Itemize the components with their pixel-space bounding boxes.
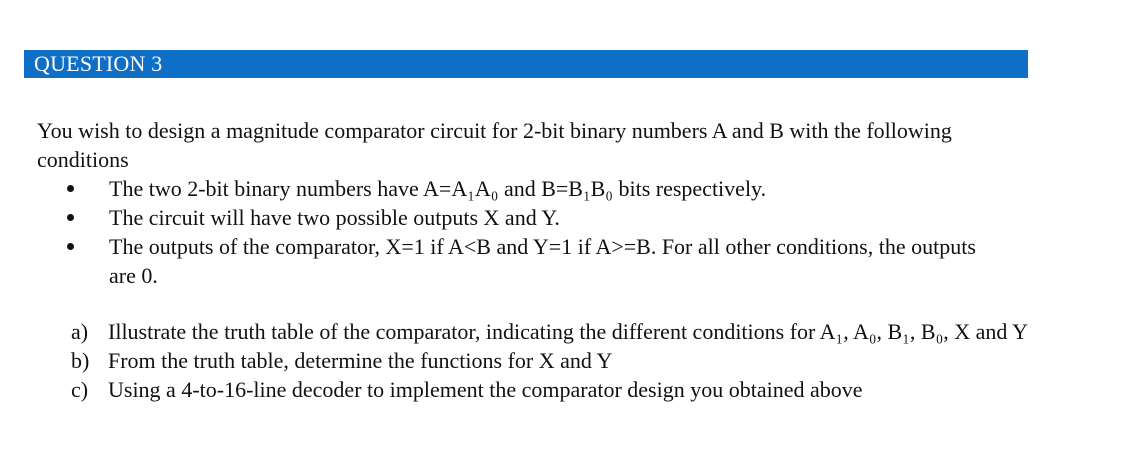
condition-item-2	[37, 203, 989, 232]
question-title: QUESTION 3	[34, 51, 163, 76]
part-text: From the truth table, determine the functions for X and Y	[108, 348, 613, 373]
bullet-icon	[67, 214, 74, 221]
part-text: Illustrate the truth table of the comparator, indicating the different conditions for A₁, A₀, B₁, B₀, X and Y	[108, 319, 1028, 344]
part-text: Using a 4-to-16-line decoder to implement the comparator design you obtained above	[108, 377, 863, 402]
part-letter: a)	[71, 319, 89, 344]
part-letter: c)	[71, 377, 89, 402]
condition-item-3	[37, 232, 989, 290]
question-content	[37, 116, 1087, 404]
question-header-bar	[24, 50, 1028, 78]
condition-text: The outputs of the comparator, X=1 if A<B and Y=1 if A>=B. For all other conditions, the outputs are 0.	[109, 234, 976, 288]
condition-text: The circuit will have two possible outputs X and Y.	[109, 205, 560, 230]
question-part-c	[37, 375, 1038, 404]
question-part-a	[37, 317, 1038, 346]
question-parts-list	[37, 317, 1087, 404]
condition-text: The two 2-bit binary numbers have A=A₁A₀ and B=B₁B₀ bits respectively.	[109, 176, 767, 201]
conditions-list	[37, 174, 1087, 290]
bullet-icon	[67, 243, 74, 250]
condition-item-1	[37, 174, 989, 203]
bullet-icon	[67, 185, 74, 192]
part-letter: b)	[71, 348, 90, 373]
intro-paragraph: You wish to design a magnitude comparator circuit for 2-bit binary numbers A and B with the following conditions	[37, 118, 952, 172]
question-part-b	[37, 346, 1038, 375]
